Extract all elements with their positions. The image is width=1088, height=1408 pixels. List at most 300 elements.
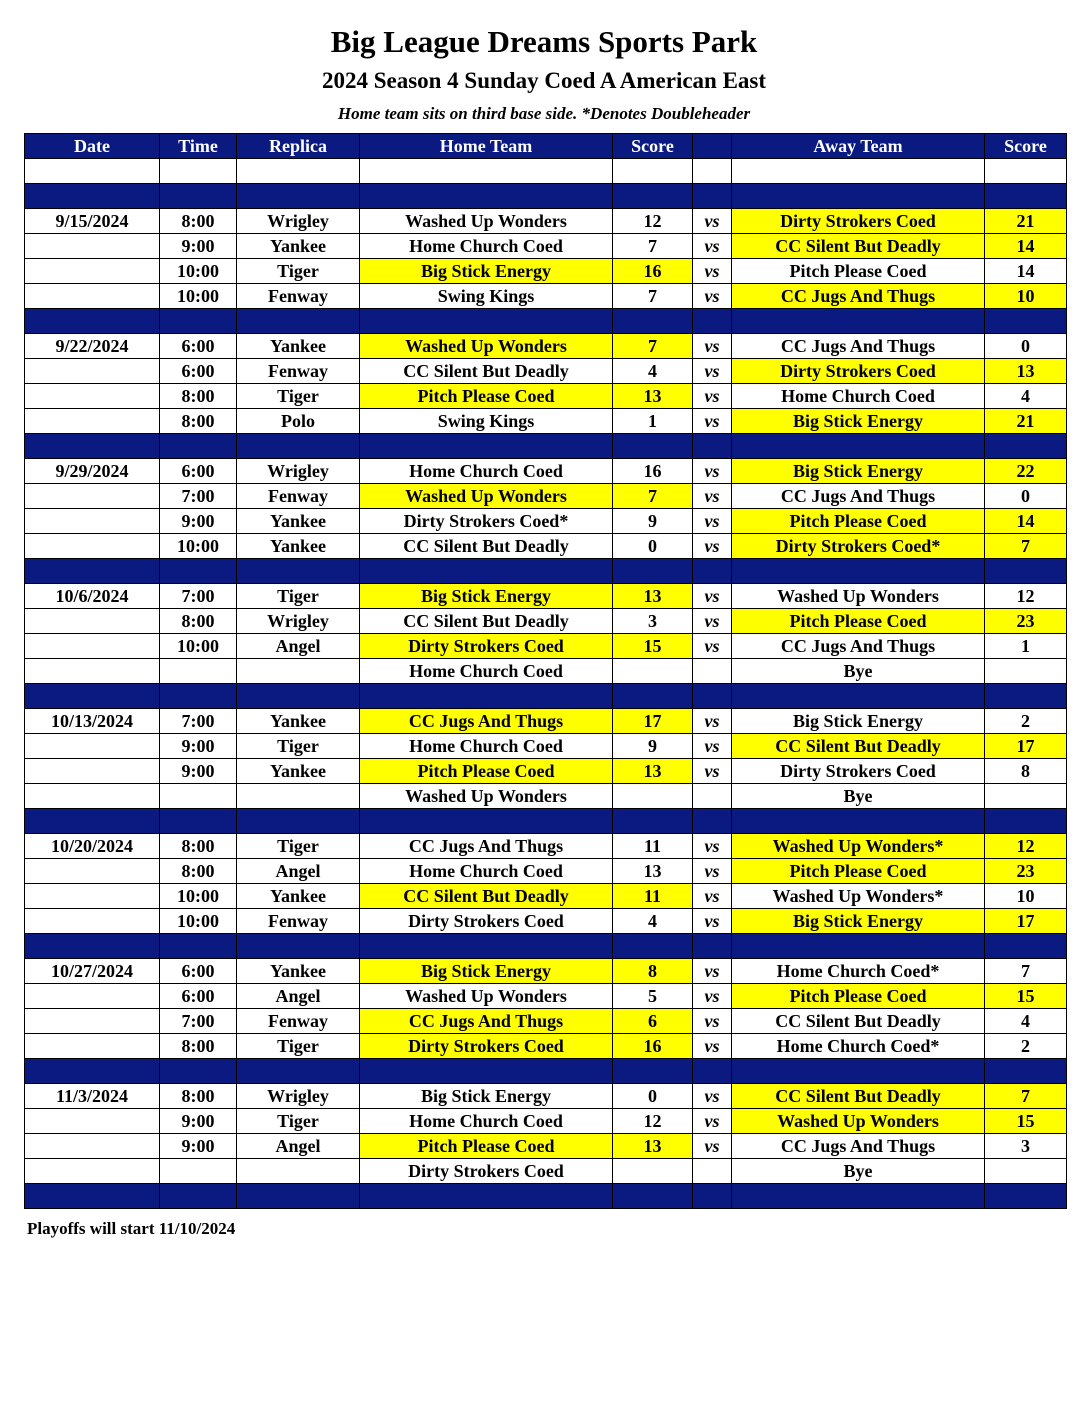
game-row [25, 659, 1067, 684]
week-separator-row-cell [985, 184, 1067, 209]
vs-label: vs [693, 509, 732, 534]
home-team: Home Church Coed [360, 659, 613, 684]
week-separator-row-cell [160, 684, 237, 709]
away-team: Big Stick Energy [732, 909, 985, 934]
game-field: Tiger [237, 834, 360, 859]
game-field [237, 1159, 360, 1184]
game-time: 7:00 [160, 1009, 237, 1034]
home-score: 15 [613, 634, 693, 659]
vs-label: vs [693, 1034, 732, 1059]
week-separator-row-cell [693, 434, 732, 459]
vs-label: vs [693, 484, 732, 509]
home-score: 9 [613, 509, 693, 534]
away-score: 0 [985, 484, 1067, 509]
away-score: 23 [985, 609, 1067, 634]
game-time: 9:00 [160, 234, 237, 259]
week-separator-row-cell [732, 184, 985, 209]
game-time: 9:00 [160, 1109, 237, 1134]
game-row [25, 384, 1067, 409]
week-separator-row-cell [25, 434, 160, 459]
game-row [25, 1084, 1067, 1109]
away-score: 13 [985, 359, 1067, 384]
game-row [25, 534, 1067, 559]
away-team: CC Silent But Deadly [732, 1084, 985, 1109]
game-row [25, 909, 1067, 934]
game-field: Yankee [237, 509, 360, 534]
week-separator-row-cell [985, 684, 1067, 709]
game-time: 10:00 [160, 634, 237, 659]
week-separator-row [25, 809, 1067, 834]
away-score: 10 [985, 284, 1067, 309]
blank-row-cell [985, 159, 1067, 184]
week-separator-row-cell [237, 684, 360, 709]
game-time: 8:00 [160, 409, 237, 434]
week-separator-row [25, 559, 1067, 584]
home-score: 11 [613, 834, 693, 859]
vs-label: vs [693, 984, 732, 1009]
game-field: Yankee [237, 709, 360, 734]
game-date [25, 384, 160, 409]
away-team: Home Church Coed* [732, 959, 985, 984]
game-row [25, 884, 1067, 909]
away-score: 15 [985, 984, 1067, 1009]
vs-label: vs [693, 534, 732, 559]
vs-label: vs [693, 1009, 732, 1034]
home-team: Pitch Please Coed [360, 384, 613, 409]
home-score: 13 [613, 384, 693, 409]
home-score: 0 [613, 534, 693, 559]
week-separator-row-cell [25, 1184, 160, 1209]
week-separator-row-cell [693, 184, 732, 209]
week-separator-row-cell [693, 684, 732, 709]
game-field: Angel [237, 1134, 360, 1159]
week-separator-row-cell [160, 934, 237, 959]
game-field: Fenway [237, 284, 360, 309]
away-team: CC Jugs And Thugs [732, 1134, 985, 1159]
game-row [25, 984, 1067, 1009]
game-date [25, 1159, 160, 1184]
away-team: Pitch Please Coed [732, 984, 985, 1009]
page-subtitle: 2024 Season 4 Sunday Coed A American East [321, 68, 767, 93]
vs-label: vs [693, 334, 732, 359]
home-score [613, 784, 693, 809]
week-separator-row-cell [985, 1059, 1067, 1084]
away-score [985, 784, 1067, 809]
week-separator-row-cell [25, 934, 160, 959]
game-field: Tiger [237, 259, 360, 284]
game-row [25, 759, 1067, 784]
week-separator-row-cell [693, 809, 732, 834]
home-score: 13 [613, 584, 693, 609]
game-field: Fenway [237, 909, 360, 934]
footer-note: Playoffs will start 11/10/2024 [27, 1219, 236, 1238]
game-field: Yankee [237, 234, 360, 259]
game-time: 6:00 [160, 984, 237, 1009]
blank-row-cell [25, 159, 160, 184]
col-header-away-team: Away Team [732, 134, 985, 159]
game-row [25, 584, 1067, 609]
home-score: 7 [613, 484, 693, 509]
game-time: 8:00 [160, 859, 237, 884]
game-time: 7:00 [160, 484, 237, 509]
game-date [25, 234, 160, 259]
home-team: Washed Up Wonders [360, 209, 613, 234]
game-row [25, 1034, 1067, 1059]
home-score: 6 [613, 1009, 693, 1034]
home-score: 0 [613, 1084, 693, 1109]
week-separator-row-cell [693, 559, 732, 584]
game-time: 7:00 [160, 709, 237, 734]
away-team: Home Church Coed [732, 384, 985, 409]
away-score: 7 [985, 534, 1067, 559]
home-score: 16 [613, 1034, 693, 1059]
game-date [25, 359, 160, 384]
week-separator-row-cell [985, 559, 1067, 584]
week-separator-row [25, 434, 1067, 459]
game-date [25, 634, 160, 659]
game-date [25, 484, 160, 509]
away-score: 22 [985, 459, 1067, 484]
game-field: Angel [237, 984, 360, 1009]
game-time: 10:00 [160, 909, 237, 934]
game-field: Wrigley [237, 459, 360, 484]
away-score: 17 [985, 734, 1067, 759]
vs-label: vs [693, 759, 732, 784]
week-separator-row-cell [613, 809, 693, 834]
away-team: Dirty Strokers Coed [732, 359, 985, 384]
home-team: Big Stick Energy [360, 584, 613, 609]
away-team: Dirty Strokers Coed* [732, 534, 985, 559]
home-score: 9 [613, 734, 693, 759]
week-separator-row-cell [693, 1059, 732, 1084]
away-score: 21 [985, 209, 1067, 234]
away-team: Pitch Please Coed [732, 259, 985, 284]
game-field: Wrigley [237, 609, 360, 634]
game-field: Tiger [237, 1109, 360, 1134]
game-field: Yankee [237, 884, 360, 909]
home-score: 4 [613, 359, 693, 384]
vs-label [693, 659, 732, 684]
game-row [25, 259, 1067, 284]
away-score: 21 [985, 409, 1067, 434]
week-separator-row-cell [693, 309, 732, 334]
home-score [613, 1159, 693, 1184]
home-team: Washed Up Wonders [360, 334, 613, 359]
home-team: CC Jugs And Thugs [360, 709, 613, 734]
week-separator-row-cell [160, 559, 237, 584]
week-separator-row-cell [237, 559, 360, 584]
game-field: Wrigley [237, 209, 360, 234]
game-time: 9:00 [160, 509, 237, 534]
away-team: CC Silent But Deadly [732, 1009, 985, 1034]
vs-label: vs [693, 609, 732, 634]
home-score: 3 [613, 609, 693, 634]
game-date [25, 1034, 160, 1059]
week-separator-row-cell [360, 184, 613, 209]
away-team: CC Silent But Deadly [732, 734, 985, 759]
week-separator-row [25, 184, 1067, 209]
blank-row-cell [360, 159, 613, 184]
vs-label: vs [693, 209, 732, 234]
week-separator-row-cell [732, 684, 985, 709]
game-field: Yankee [237, 334, 360, 359]
game-time: 6:00 [160, 959, 237, 984]
away-score: 7 [985, 1084, 1067, 1109]
week-separator-row-cell [25, 809, 160, 834]
header-row [25, 134, 1067, 159]
game-time: 8:00 [160, 1084, 237, 1109]
game-row [25, 1134, 1067, 1159]
week-separator-row-cell [985, 1184, 1067, 1209]
game-date: 10/27/2024 [25, 959, 160, 984]
week-separator-row-cell [613, 309, 693, 334]
schedule-table [24, 133, 1067, 1209]
week-separator-row-cell [237, 934, 360, 959]
game-time: 6:00 [160, 334, 237, 359]
week-separator-row-cell [613, 559, 693, 584]
home-score: 13 [613, 1134, 693, 1159]
game-time [160, 659, 237, 684]
col-header-home-team: Home Team [360, 134, 613, 159]
game-date [25, 409, 160, 434]
game-time: 9:00 [160, 1134, 237, 1159]
away-team: Home Church Coed* [732, 1034, 985, 1059]
away-score: 10 [985, 884, 1067, 909]
away-score: 2 [985, 709, 1067, 734]
week-separator-row [25, 1184, 1067, 1209]
home-score: 13 [613, 859, 693, 884]
home-score: 13 [613, 759, 693, 784]
week-separator-row-cell [985, 434, 1067, 459]
home-score: 7 [613, 234, 693, 259]
game-row [25, 859, 1067, 884]
home-team: Dirty Strokers Coed [360, 909, 613, 934]
away-team: Big Stick Energy [732, 459, 985, 484]
game-row [25, 784, 1067, 809]
away-score [985, 1159, 1067, 1184]
away-score: 14 [985, 509, 1067, 534]
week-separator-row-cell [613, 934, 693, 959]
week-separator-row-cell [732, 809, 985, 834]
week-separator-row-cell [613, 184, 693, 209]
game-time [160, 1159, 237, 1184]
vs-label: vs [693, 634, 732, 659]
week-separator-row-cell [160, 434, 237, 459]
game-field: Yankee [237, 959, 360, 984]
schedule-body [25, 159, 1067, 1209]
game-time: 7:00 [160, 584, 237, 609]
home-team: Home Church Coed [360, 234, 613, 259]
away-score [985, 659, 1067, 684]
col-header-vs [693, 134, 732, 159]
away-score: 0 [985, 334, 1067, 359]
game-field: Yankee [237, 759, 360, 784]
home-team: Dirty Strokers Coed [360, 1159, 613, 1184]
game-time: 6:00 [160, 359, 237, 384]
week-separator-row-cell [25, 184, 160, 209]
home-team: Home Church Coed [360, 459, 613, 484]
away-team: CC Silent But Deadly [732, 234, 985, 259]
vs-label: vs [693, 1084, 732, 1109]
week-separator-row-cell [360, 684, 613, 709]
home-score: 12 [613, 209, 693, 234]
week-separator-row-cell [613, 434, 693, 459]
away-team: Washed Up Wonders* [732, 884, 985, 909]
away-team: Washed Up Wonders [732, 584, 985, 609]
home-team: Big Stick Energy [360, 259, 613, 284]
col-header-away-score: Score [985, 134, 1067, 159]
week-separator-row-cell [25, 684, 160, 709]
vs-label: vs [693, 834, 732, 859]
game-row [25, 834, 1067, 859]
game-time: 9:00 [160, 734, 237, 759]
game-row [25, 609, 1067, 634]
week-separator-row-cell [732, 1059, 985, 1084]
game-date [25, 509, 160, 534]
game-date [25, 784, 160, 809]
away-team: Big Stick Energy [732, 709, 985, 734]
week-separator-row-cell [613, 1184, 693, 1209]
vs-label: vs [693, 284, 732, 309]
game-time: 10:00 [160, 534, 237, 559]
vs-label: vs [693, 359, 732, 384]
home-team: Pitch Please Coed [360, 759, 613, 784]
game-row [25, 1009, 1067, 1034]
away-team: Bye [732, 784, 985, 809]
week-separator-row-cell [160, 1059, 237, 1084]
game-row [25, 709, 1067, 734]
vs-label: vs [693, 459, 732, 484]
game-field: Tiger [237, 1034, 360, 1059]
game-date [25, 884, 160, 909]
home-team: Washed Up Wonders [360, 984, 613, 1009]
week-separator-row [25, 309, 1067, 334]
game-row [25, 509, 1067, 534]
game-date: 9/29/2024 [25, 459, 160, 484]
home-score: 16 [613, 459, 693, 484]
week-separator-row-cell [237, 809, 360, 834]
away-team: Bye [732, 1159, 985, 1184]
home-score: 17 [613, 709, 693, 734]
home-score: 8 [613, 959, 693, 984]
game-date [25, 859, 160, 884]
away-team: Big Stick Energy [732, 409, 985, 434]
blank-row-cell [613, 159, 693, 184]
game-row [25, 1109, 1067, 1134]
week-separator-row-cell [693, 934, 732, 959]
week-separator-row-cell [237, 434, 360, 459]
home-team: CC Jugs And Thugs [360, 834, 613, 859]
game-time: 9:00 [160, 759, 237, 784]
away-score: 17 [985, 909, 1067, 934]
vs-label: vs [693, 909, 732, 934]
game-time: 10:00 [160, 259, 237, 284]
week-separator-row-cell [25, 559, 160, 584]
col-header-date: Date [25, 134, 160, 159]
away-team: Dirty Strokers Coed [732, 759, 985, 784]
away-score: 14 [985, 234, 1067, 259]
blank-row-cell [693, 159, 732, 184]
blank-row-cell [160, 159, 237, 184]
game-row [25, 1159, 1067, 1184]
game-field: Angel [237, 859, 360, 884]
week-separator-row-cell [237, 1059, 360, 1084]
week-separator-row-cell [360, 309, 613, 334]
home-team: CC Silent But Deadly [360, 609, 613, 634]
away-score: 8 [985, 759, 1067, 784]
game-field: Fenway [237, 484, 360, 509]
vs-label: vs [693, 734, 732, 759]
game-time: 8:00 [160, 609, 237, 634]
home-team: Big Stick Energy [360, 959, 613, 984]
week-separator-row-cell [732, 559, 985, 584]
vs-label: vs [693, 409, 732, 434]
home-team: Swing Kings [360, 409, 613, 434]
away-score: 15 [985, 1109, 1067, 1134]
vs-label: vs [693, 584, 732, 609]
week-separator-row-cell [613, 1059, 693, 1084]
game-date: 11/3/2024 [25, 1084, 160, 1109]
week-separator-row-cell [360, 559, 613, 584]
game-row [25, 334, 1067, 359]
header-note: Home team sits on third base side. *Denotes Doubleheader [337, 104, 751, 123]
week-separator-row-cell [160, 809, 237, 834]
week-separator-row-cell [360, 1059, 613, 1084]
game-row [25, 359, 1067, 384]
away-team: Washed Up Wonders* [732, 834, 985, 859]
game-field: Polo [237, 409, 360, 434]
home-team: Swing Kings [360, 284, 613, 309]
week-separator-row-cell [985, 934, 1067, 959]
away-team: CC Jugs And Thugs [732, 484, 985, 509]
game-date [25, 609, 160, 634]
game-field: Angel [237, 634, 360, 659]
away-team: Pitch Please Coed [732, 509, 985, 534]
vs-label: vs [693, 259, 732, 284]
game-field: Tiger [237, 384, 360, 409]
game-date [25, 734, 160, 759]
home-team: CC Jugs And Thugs [360, 1009, 613, 1034]
week-separator-row-cell [237, 309, 360, 334]
game-date [25, 1009, 160, 1034]
blank-row-cell [237, 159, 360, 184]
home-score [613, 659, 693, 684]
week-separator-row-cell [693, 1184, 732, 1209]
week-separator-row [25, 684, 1067, 709]
game-row [25, 284, 1067, 309]
week-separator-row-cell [360, 809, 613, 834]
col-header-time: Time [160, 134, 237, 159]
col-header-home-score: Score [613, 134, 693, 159]
game-date [25, 984, 160, 1009]
week-separator-row-cell [160, 309, 237, 334]
away-team: CC Jugs And Thugs [732, 634, 985, 659]
vs-label: vs [693, 234, 732, 259]
away-team: CC Jugs And Thugs [732, 284, 985, 309]
home-team: Home Church Coed [360, 734, 613, 759]
away-team: Dirty Strokers Coed [732, 209, 985, 234]
week-separator-row-cell [237, 1184, 360, 1209]
vs-label: vs [693, 709, 732, 734]
game-date [25, 534, 160, 559]
vs-label: vs [693, 859, 732, 884]
away-team: Bye [732, 659, 985, 684]
away-team: Pitch Please Coed [732, 609, 985, 634]
away-score: 12 [985, 584, 1067, 609]
home-team: Washed Up Wonders [360, 784, 613, 809]
game-row [25, 459, 1067, 484]
week-separator-row-cell [237, 184, 360, 209]
